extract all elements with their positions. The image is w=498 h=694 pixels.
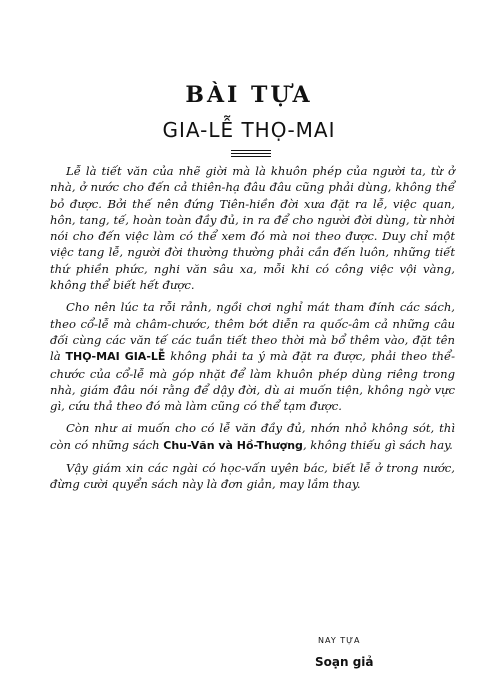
paragraph-text-post: không phải ta ý mà đặt ra được, phải theo thể-chước của cổ-lễ mà góp nhặt để làm khuôn phép dùng riêng trong nhà, giám đâu nói rằng để dậy đời, dù ai muốn tiện, không ngờ vực gì, cứu thả theo đó mà làm cũng có thể tạm được. — [50, 349, 455, 414]
paragraph-text: Vậy giám xin các ngài có học-vấn uyên bác, biết lễ ở trong nước, đừng cười quyển sách này là đơn giản, may lắm thay. — [50, 461, 455, 492]
paragraph-text-pre: Cho nên lúc ta rỗi rảnh, ngồi chơi nghỉ mát tham đính các sách, theo cổ-lễ mà châm-chước, thêm bớt diễn ra quốc-âm cả những câu đối cùng các văn tế các tuần tiết theo thời mà bổ thêm vào, đặt tên là — [50, 300, 455, 364]
signature-label: NAY TỰA — [318, 636, 361, 645]
paragraph-2 — [50, 299, 455, 414]
paragraph-4 — [50, 460, 455, 493]
paragraph-text: Lễ là tiết văn của nhẽ giời mà là khuôn phép của người ta, từ ở nhà, ở nước cho đến cả thiên-hạ đâu đâu cũng phải dùng, không thể bỏ được. Bởi thế nên đứng Tiên-hiền đời xưa đặt ra lễ, việc quan, hôn, tang, tế, hoàn toàn đầy đủ, in ra để cho người đời dùng, từ nhời nói cho đến việc làm có thể xem đó mà noi theo được. Duy chỉ một việc tang lễ, người đời thường thường phải cần đến luôn, những tiết thứ phiền phức, nghi văn sâu xa, mỗi khi có công việc vội vàng, không thể biết hết được. — [50, 164, 455, 293]
paragraph-1 — [50, 163, 455, 293]
page-subtitle: GIA-LỄ THỌ-MAI — [162, 118, 336, 142]
paragraph-text-post: , không thiếu gì sách hay. — [302, 437, 453, 452]
signature-author: Soạn giả — [315, 655, 374, 669]
title-divider — [231, 150, 271, 157]
body-text — [50, 163, 455, 499]
book-title-emphasis: THỌ-MAI GIA-LỄ — [65, 350, 166, 364]
reference-books-emphasis: Chu-Văn và Hồ-Thượng — [163, 438, 303, 452]
page-title: BÀI TỰA — [185, 82, 313, 108]
paragraph-3 — [50, 420, 455, 454]
paragraph-text-pre: Còn như ai muốn cho có lễ văn đầy đủ, nhớn nhỏ không sót, thì còn có những sách — [50, 421, 455, 452]
